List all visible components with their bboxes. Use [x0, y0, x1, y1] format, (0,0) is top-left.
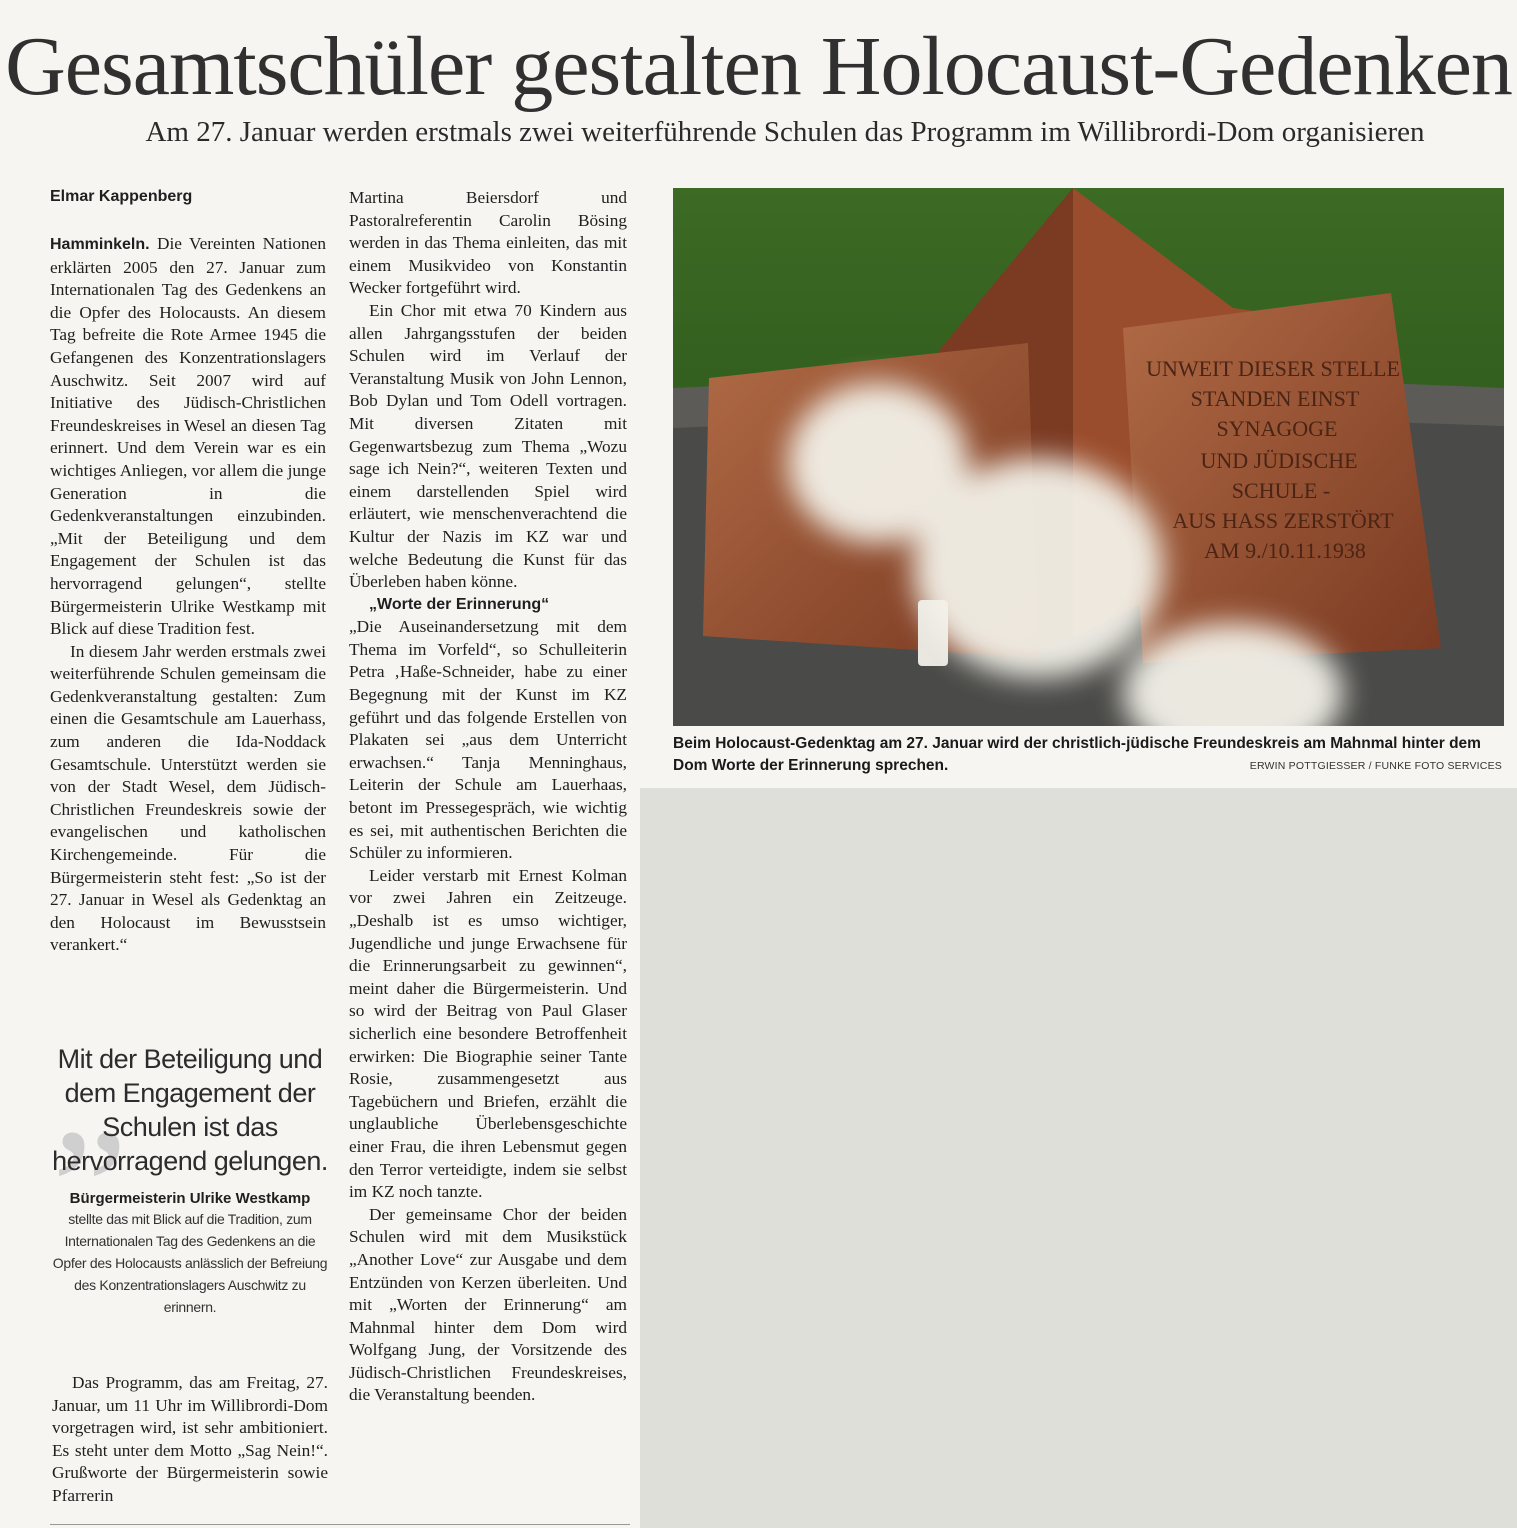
memorial-photo	[673, 188, 1504, 726]
paragraph	[50, 233, 326, 641]
column-2	[349, 187, 627, 1407]
paragraph: Der gemeinsame Chor der beiden Schulen wird mit dem Musikstück „Another Love“ zur Ausgabe und dem Entzünden von Kerzen überleiten. Und mit „Worten der Erinnerung“ am Mahnmal hinter dem Dom wird Wolfgang Jung, der Vorsitzende des Jüdisch-Christlichen Freundeskreises, die Veranstaltung beenden.	[349, 1204, 627, 1405]
plaque-line: AUS HASS ZERSTÖRT	[1172, 508, 1394, 533]
paragraph: Leider verstarb mit Ernest Kolman vor zwei Jahren ein Zeitzeuge. „Deshalb ist es umso wichtiger, Jugendliche und junge Erwachsene für die Erinnerungsarbeit zu gewinnen“, meint daher die Bürgermeisterin. Und so wird der Beitrag von Paul Glaser sicherlich eine besondere Betroffenheit erwirken: Die Biographie seiner Tante Rosie, zusammengesetzt aus Tagebüchern und Briefen, erzählt die unglaubliche Überlebensgeschichte einer Frau, die ihren Lebensmut gegen den Terror verteidigte, indem sie selbst im KZ noch tanzte.	[349, 865, 627, 1202]
photo-credit: ERWIN POTTGIESSER / FUNKE FOTO SERVICES	[1249, 760, 1502, 772]
plaque-line: UND JÜDISCHE	[1200, 448, 1358, 473]
plaque-line: SYNAGOGE	[1216, 416, 1338, 441]
paragraph: In diesem Jahr werden erstmals zwei weiterführende Schulen gemeinsam die Gedenkveranstaltung gestalten: Zum einen die Gesamtschule am Lauerhass, zum anderen die Ida-Noddack Gesamtschule. Unterstützt werden sie von der Stadt Wesel, dem Jüdisch-Christlichen Freundeskreis sowie der evangelischen und katholischen Kirchengemeinde. Für die Bürgermeisterin steht fest: „So ist der 27. Januar in Wesel als Gedenktag an den Holocaust im Bewusstsein verankert.“	[50, 641, 326, 955]
paragraph: Martina Beiersdorf und Pastoralreferentin Carolin Bösing werden in das Thema einleiten, das mit einem Musikvideo von Konstantin Wecker fortgeführt wird.	[349, 188, 627, 298]
paragraph: Das Programm, das am Freitag, 27. Januar, um 11 Uhr im Willibrordi-Dom vorgetragen wird, ist sehr ambitioniert. Es steht unter dem Motto „Sag Nein!“. Grußworte der Bürgermeisterin sowie Pfarrerin	[52, 1373, 328, 1505]
quote-mark-icon: „	[52, 999, 128, 1187]
author-byline: Elmar Kappenberg	[50, 188, 193, 205]
column-1	[50, 233, 326, 957]
subheadline: Am 27. Januar werden erstmals zwei weiterführende Schulen das Programm im Willibrordi-Dom organisieren	[145, 116, 1425, 148]
section-subheading: „Worte der Erinnerung“	[369, 595, 550, 613]
headline: Gesamtschüler gestalten Holocaust-Gedenken	[5, 20, 1512, 113]
paragraph: „Die Auseinandersetzung mit dem Thema im Vorfeld“, so Schulleiterin Petra ‚Haße-Schneider, habe zu einer Begegnung mit der Kunst im KZ geführt und das folgende Erstellen von Plakaten sei „aus dem Unterricht erwachsen.“ Tanja Menninghaus, Leiterin der Schule am Lauerhaas, betont im Pressegespräch, wie wichtig es sei, mit authentischen Berichten die Schüler zu informieren.	[349, 617, 627, 863]
dateline: Hamminkeln.	[50, 236, 150, 253]
plaque-line: SCHULE -	[1231, 478, 1331, 503]
plaque-line: STANDEN EINST	[1190, 386, 1360, 411]
column-1-bottom	[52, 1372, 328, 1508]
paragraph: Ein Chor mit etwa 70 Kindern aus allen Jahrgangsstufen der beiden Schulen wird im Verlauf der Veranstaltung Musik von John Lennon, Bob Dylan und Tom Odell vortragen. Mit diversen Zitaten mit Gegenwartsbezug zum Thema „Wozu sage ich Nein?“, weiteren Texten und einem darstellenden Spiel wird erläutert, wie menschenverachtend die Kultur der Nazis im KZ war und welche Bedeutung die Kunst für das Überleben haben könne.	[349, 300, 627, 592]
paragraph-text: Die Vereinten Nationen erklärten 2005 den 27. Januar zum Internationalen Tag des Gedenkens an die Opfer des Holocausts. An diesem Tag befreite die Rote Armee 1945 die Gefangenen des Konzentrationslagers Auschwitz. Seit 2007 wird auf Initiative des Jüdisch-Christlichen Freundeskreises in Wesel an diesen Tag erinnert. Und dem Verein war es ein wichtiges Anliegen, vor allem die junge Generation in die Gedenkveranstaltungen einzubinden. „Mit der Beteiligung und dem Engagement der Schulen ist das hervorragend gelungen“, stellte Bürgermeisterin Ulrike Westkamp mit Blick auf diese Tradition fest.	[50, 234, 326, 639]
pull-quote-text: Mit der Beteiligung und dem Engagement der Schulen ist das hervorragend gelungen.	[52, 1044, 328, 1176]
photo-caption: Beim Holocaust-Gedenktag am 27. Januar wird der christlich-jüdische Freundeskreis am Mahnmal hinter dem Dom Worte der Erinnerung sprechen.	[673, 735, 1481, 774]
pull-quote-description: stellte das mit Blick auf die Tradition, zum Internationalen Tag des Gedenkens an die Opfer des Holocausts anlässlich der Befreiung des Konzentrationslagers Auschwitz zu erinnern.	[52, 1211, 328, 1315]
pull-quote	[50, 999, 330, 1330]
pull-quote-attribution: Bürgermeisterin Ulrike Westkamp	[69, 1190, 311, 1207]
plaque-line: UNWEIT DIESER STELLE	[1146, 356, 1400, 381]
page-background-gray	[640, 788, 1517, 1528]
divider	[50, 1524, 630, 1525]
plaque-line: AM 9./10.11.1938	[1204, 538, 1366, 563]
